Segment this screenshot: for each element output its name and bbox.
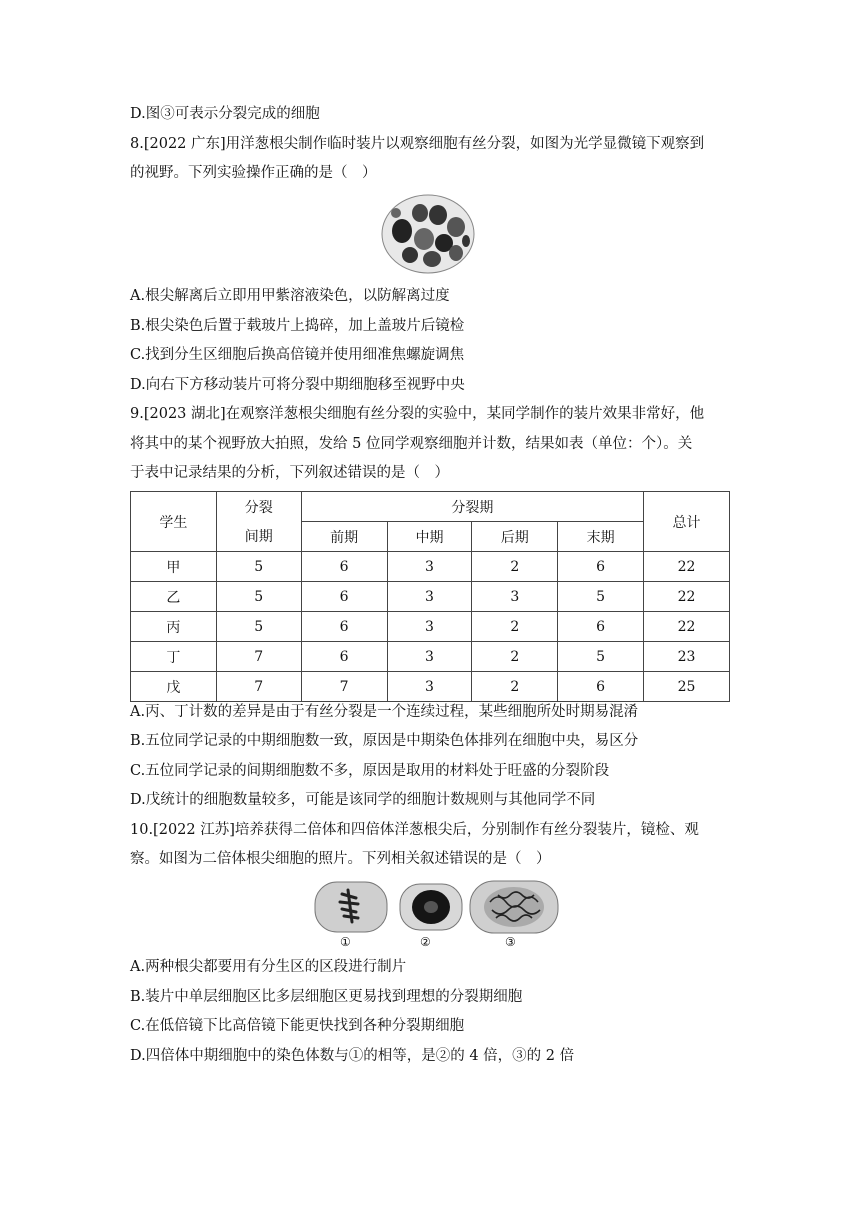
cell-prophase: 6 [301,552,387,582]
cell-anaphase: 2 [472,552,558,582]
q9-stem-line3: 于表中记录结果的分析，下列叙述错误的是（ ） [130,465,449,481]
cell-prophase: 6 [301,582,387,612]
q8-option-b: B.根尖染色后置于载玻片上捣碎，加上盖玻片后镜检 [130,318,465,334]
cell-student: 戊 [131,672,217,702]
q8-option-a: A.根尖解离后立即用甲紫溶液染色，以防解离过度 [130,288,450,304]
cell-interphase: 7 [216,642,301,672]
cell-total: 25 [644,672,730,702]
q8-option-c: C.找到分生区细胞后换高倍镜并使用细准焦螺旋调焦 [130,347,465,363]
cell-anaphase: 3 [472,582,558,612]
q9-option-d: D.戊统计的细胞数量较多，可能是该同学的细胞计数规则与其他同学不同 [130,792,596,808]
figure-caption-3: ③ [505,935,516,949]
figure-caption-2: ② [420,935,431,949]
q9-stem-line1: 9.[2023 湖北]在观察洋葱根尖细胞有丝分裂的实验中，某同学制作的装片效果非常好，他 [130,406,705,422]
microscope-field-image [380,193,476,275]
cell-telophase: 6 [558,672,644,702]
table-subheader-row [131,522,730,552]
header-total: 总计 [644,492,730,552]
cell-total: 22 [644,582,730,612]
q9-option-a: A.丙、丁计数的差异是由于有丝分裂是一个连续过程，某些细胞所处时期易混淆 [130,704,639,720]
cell-student: 丙 [131,612,217,642]
cell-student: 丁 [131,642,217,672]
header-student: 学生 [131,492,217,552]
cell-interphase: 5 [216,582,301,612]
table-row [131,582,730,612]
q9-option-c: C.五位同学记录的间期细胞数不多，原因是取用的材料处于旺盛的分裂阶段 [130,763,610,779]
q8-stem-line2: 的视野。下列实验操作正确的是（ ） [130,165,377,181]
q9-stem-line2: 将其中的某个视野放大拍照，发给 5 位同学观察细胞并计数，结果如表（单位：个）。关 [130,436,693,452]
cell-count-table [130,491,730,702]
q10-option-a: A.两种根尖都要用有分生区的区段进行制片 [130,959,407,975]
cell-prophase: 6 [301,642,387,672]
cell-anaphase: 2 [472,612,558,642]
header-prophase: 前期 [301,522,387,552]
q10-option-b: B.装片中单层细胞区比多层细胞区更易找到理想的分裂期细胞 [130,989,523,1005]
q10-option-c: C.在低倍镜下比高倍镜下能更快找到各种分裂期细胞 [130,1018,465,1034]
header-metaphase: 中期 [387,522,472,552]
header-interphase-top: 分裂 [216,492,301,522]
cell-total: 22 [644,552,730,582]
cell-metaphase: 3 [387,672,472,702]
cell-metaphase: 3 [387,552,472,582]
cell-telophase: 6 [558,552,644,582]
cell-anaphase: 2 [472,672,558,702]
header-mitosis: 分裂期 [301,492,643,522]
figure-caption-1: ① [340,935,351,949]
q8-option-d: D.向右下方移动装片可将分裂中期细胞移至视野中央 [130,377,465,393]
table-row [131,672,730,702]
header-telophase: 末期 [558,522,644,552]
cell-metaphase: 3 [387,582,472,612]
header-anaphase: 后期 [472,522,558,552]
cell-prophase: 7 [301,672,387,702]
cell-interphase: 5 [216,552,301,582]
cell-telophase: 6 [558,612,644,642]
table-row [131,552,730,582]
table-header-row [131,492,730,522]
cell-student: 乙 [131,582,217,612]
q10-stem-line1: 10.[2022 江苏]培养获得二倍体和四倍体洋葱根尖后，分别制作有丝分裂装片，镜检、观 [130,822,699,838]
cell-telophase: 5 [558,642,644,672]
onion-root-cells-image [312,878,562,936]
q7-option-d: D.图③可表示分裂完成的细胞 [130,106,320,122]
cell-prophase: 6 [301,612,387,642]
header-interphase-bottom: 间期 [216,522,301,552]
cell-metaphase: 3 [387,612,472,642]
table-row [131,612,730,642]
cell-metaphase: 3 [387,642,472,672]
cell-student: 甲 [131,552,217,582]
cell-interphase: 7 [216,672,301,702]
q10-stem-line2: 察。如图为二倍体根尖细胞的照片。下列相关叙述错误的是（ ） [130,851,551,867]
q8-stem-line1: 8.[2022 广东]用洋葱根尖制作临时装片以观察细胞有丝分裂，如图为光学显微镜下观察到 [130,136,705,152]
cell-total: 22 [644,612,730,642]
q10-option-d: D.四倍体中期细胞中的染色体数与①的相等，是②的 4 倍，③的 2 倍 [130,1048,575,1064]
cell-interphase: 5 [216,612,301,642]
cell-telophase: 5 [558,582,644,612]
q9-option-b: B.五位同学记录的中期细胞数一致，原因是中期染色体排列在细胞中央，易区分 [130,733,639,749]
cell-total: 23 [644,642,730,672]
table-row [131,642,730,672]
cell-anaphase: 2 [472,642,558,672]
